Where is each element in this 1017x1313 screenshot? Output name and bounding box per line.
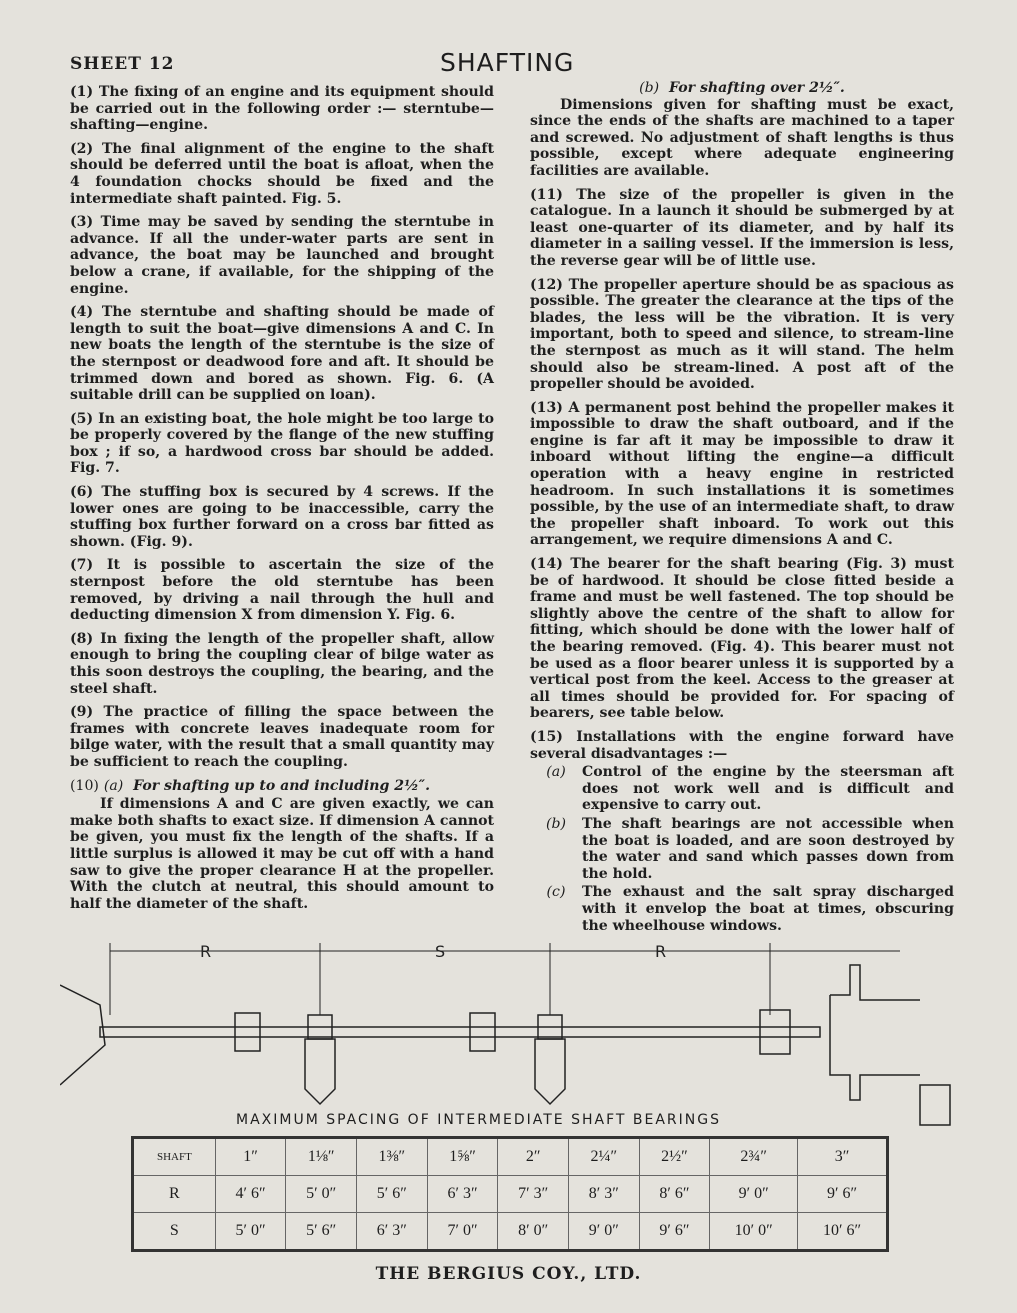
paragraph-11: (11) The size of the propeller is given in the catalogue. In a launch it should be submerged by at least one-quarter of its diameter, and by half its diameter in a sailing vessel. If the immersion is less, the reverse gear will be of little use. xyxy=(530,186,954,269)
label-r-left: R xyxy=(200,942,212,961)
label-r-right: R xyxy=(655,942,667,961)
disadvantage-c xyxy=(530,884,954,934)
couplings xyxy=(235,1010,790,1054)
dimension-lines xyxy=(110,943,900,1015)
shafting-diagram xyxy=(60,935,960,1130)
shaft xyxy=(100,1027,820,1037)
section-10a-text: If dimensions A and C are given exactly, we can make both shafts to exact size. If dimension A cannot be given, you must fix the length of the shafts. If a little surplus is allowed it may be cut off with a hand saw to give the proper clearance H at the propeller. With the clutch at neutral, this should amount to half the diameter of the shaft. xyxy=(70,796,494,912)
item-text: Control of the engine by the steersman aft does not work well and is difficult and expensive to carry out. xyxy=(582,764,954,814)
paragraph-1: (1) The fixing of an engine and its equipment should be carried out in the following order :— sterntube—shafting—engine. xyxy=(70,84,494,134)
page-title: SHAFTING xyxy=(440,48,575,77)
header-cell: 1⅛″ xyxy=(286,1138,357,1176)
table-row xyxy=(133,1213,888,1251)
header-cell: 2″ xyxy=(498,1138,569,1176)
table-cell: 8′ 0″ xyxy=(498,1213,569,1251)
header-cell: 1⅝″ xyxy=(427,1138,498,1176)
table-cell: 8′ 6″ xyxy=(639,1176,710,1213)
engine-bearer xyxy=(920,1085,950,1125)
paragraph-8: (8) In fixing the length of the propeller shaft, allow enough to bring the coupling clear of bilge water as this soon destroys the coupling, the bearing, and the steel shaft. xyxy=(70,630,494,697)
header-cell: SHAFT xyxy=(133,1138,216,1176)
table-cell: 6′ 3″ xyxy=(427,1176,498,1213)
table-cell: 5′ 6″ xyxy=(357,1176,428,1213)
table-header-row xyxy=(133,1138,888,1176)
table-cell: 9′ 6″ xyxy=(639,1213,710,1251)
bearings xyxy=(305,1015,565,1104)
table-cell: R xyxy=(133,1176,216,1213)
disadvantage-b xyxy=(530,816,954,882)
table-row xyxy=(133,1176,888,1213)
bearing-spacing-table xyxy=(131,1136,889,1252)
engine xyxy=(830,965,920,1100)
table-cell: 10′ 6″ xyxy=(798,1213,888,1251)
table-cell: 9′ 0″ xyxy=(569,1213,640,1251)
section-10a-heading xyxy=(70,778,494,795)
table-cell: 8′ 3″ xyxy=(569,1176,640,1213)
paragraph-5: (5) In an existing boat, the hole might be too large to be properly covered by the flange of the new stuffing box ; if so, a hardwood cross bar should be added. Fig. 7. xyxy=(70,410,494,477)
header-cell: 1″ xyxy=(215,1138,286,1176)
header-cell: 3″ xyxy=(798,1138,888,1176)
header-cell: 2¼″ xyxy=(569,1138,640,1176)
section-letter: (a) xyxy=(103,777,124,794)
table-caption: MAXIMUM SPACING OF INTERMEDIATE SHAFT BEARINGS xyxy=(236,1112,721,1128)
section-10b-text: Dimensions given for shafting must be exact, since the ends of the shafts are machined to a taper and screwed. No adjustment of shaft lengths is thus possible, except where adequate engineering facilities are available. xyxy=(530,96,954,179)
section-heading: For shafting over 2½″. xyxy=(669,80,845,96)
item-letter: (a) xyxy=(546,764,566,781)
paragraph-15: (15) Installations with the engine forward have several disadvantages :— xyxy=(530,728,954,762)
paragraph-7: (7) It is possible to ascertain the size of the sternpost before the old sterntube has been removed, by driving a nail through the hull and deducting dimension X from dimension Y. Fig. 6. xyxy=(70,557,494,624)
paragraph-13: (13) A permanent post behind the propeller makes it impossible to draw the shaft outboard, and if the engine is far aft it may be impossible to draw it inboard without lifting the engine—a difficult operation with a heavy engine in restricted headroom. In such installations it is sometimes possible, by the use of an intermediate shaft, to draw the propeller shaft inboard. To work out this arrangement, we require dimensions A and C. xyxy=(530,399,954,549)
table-cell: 5′ 0″ xyxy=(286,1176,357,1213)
paragraph-6: (6) The stuffing box is secured by 4 screws. If the lower ones are going to be inaccessible, carry the stuffing box further forward on a cross bar fitted as shown. (Fig. 9). xyxy=(70,484,494,550)
table-cell: S xyxy=(133,1213,216,1251)
paragraph-4: (4) The sterntube and shafting should be made of length to suit the boat—give dimensions A and C. In new boats the length of the sterntube is the size of the sternpost or deadwood fore and aft. It should be trimmed down and bored as shown. Fig. 6. (A suitable drill can be supplied on loan). xyxy=(70,304,494,404)
item-letter: (c) xyxy=(546,884,566,901)
item-text: The shaft bearings are not accessible when the boat is loaded, and are soon destroyed by the water and sand which passes down from the hold. xyxy=(582,815,954,882)
sternpost xyxy=(60,985,105,1085)
disadvantage-a xyxy=(530,764,954,814)
section-number: (10) xyxy=(70,777,99,794)
table-cell: 6′ 3″ xyxy=(357,1213,428,1251)
item-text: The exhaust and the salt spray discharged with it envelop the boat at times, obscuring the wheelhouse windows. xyxy=(582,884,954,934)
sheet-number: SHEET 12 xyxy=(70,54,175,74)
item-letter: (b) xyxy=(545,815,567,832)
right-column xyxy=(530,80,954,936)
header-cell: 2¾″ xyxy=(710,1138,798,1176)
company-footer: THE BERGIUS COY., LTD. xyxy=(375,1264,642,1284)
section-letter: (b) xyxy=(639,80,660,96)
table-cell: 4′ 6″ xyxy=(215,1176,286,1213)
table-cell: 5′ 0″ xyxy=(215,1213,286,1251)
paragraph-9: (9) The practice of filling the space between the frames with concrete leaves inadequate room for bilge water, with the result that a small quantity may be sufficient to reach the coupling. xyxy=(70,704,494,770)
table-cell: 10′ 0″ xyxy=(710,1213,798,1251)
table-cell: 7′ 0″ xyxy=(427,1213,498,1251)
table-cell: 9′ 6″ xyxy=(798,1176,888,1213)
header-cell: 2½″ xyxy=(639,1138,710,1176)
paragraph-12: (12) The propeller aperture should be as spacious as possible. The greater the clearance at the tips of the blades, the less will be the vibration. It is very important, both to speed and silence, to stream-line the sternpost as much as it will stand. The helm should also be stream-lined. A post aft of the propeller should be avoided. xyxy=(530,276,954,393)
table-cell: 9′ 0″ xyxy=(710,1176,798,1213)
paragraph-14: (14) The bearer for the shaft bearing (Fig. 3) must be of hardwood. It should be close fitted beside a frame and must be well fastened. The top should be slightly above the centre of the shaft to allow for fitting, which should be done with the lower half of the bearing removed. (Fig. 4). This bearer must not be used as a floor bearer unless it is supported by a vertical post from the keel. Access to the greaser at all times should be provided for. For spacing of bearers, see table below. xyxy=(530,556,954,722)
paragraph-3: (3) Time may be saved by sending the sterntube in advance. If all the under-water parts are sent in advance, the boat may be launched and brought below a crane, if available, for the shipping of the engine. xyxy=(70,214,494,297)
table-cell: 5′ 6″ xyxy=(286,1213,357,1251)
header-cell: 1⅜″ xyxy=(357,1138,428,1176)
section-heading: For shafting up to and including 2½″. xyxy=(133,777,430,794)
label-s: S xyxy=(435,942,446,961)
section-10b-heading xyxy=(530,80,954,97)
table-cell: 7′ 3″ xyxy=(498,1176,569,1213)
left-column xyxy=(70,84,494,919)
paragraph-2: (2) The final alignment of the engine to the shaft should be deferred until the boat is afloat, when the 4 foundation chocks should be fixed and the intermediate shaft painted. Fig. 5. xyxy=(70,140,494,207)
